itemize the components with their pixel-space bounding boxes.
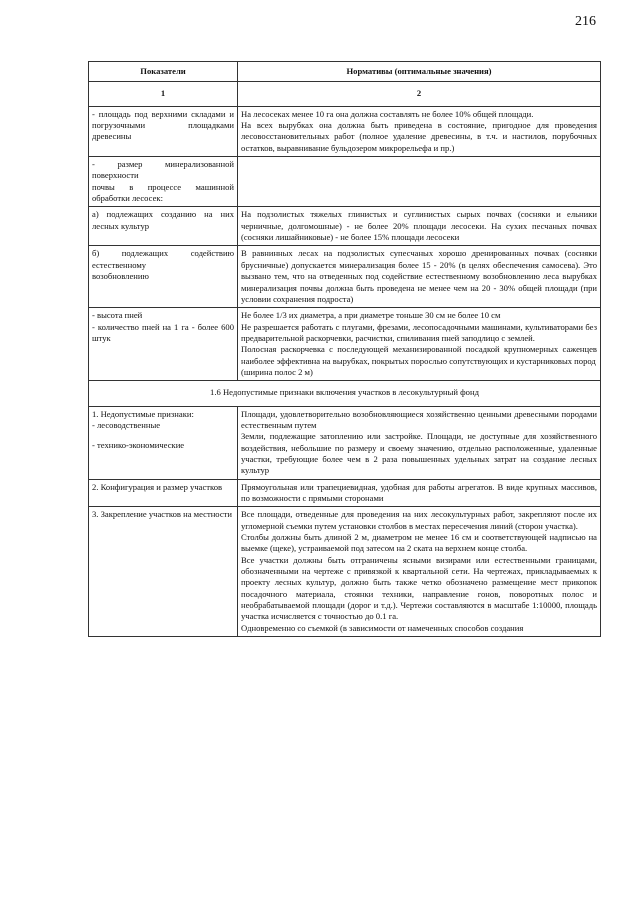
- cell-text: - площадь под верхними складами и погрузочными площадками древесины: [92, 108, 234, 142]
- norm-cell: [238, 507, 601, 637]
- indicator-cell: [89, 106, 238, 156]
- cell-text: - количество пней на 1 га - более 600 штук: [92, 321, 234, 343]
- table-row: [89, 308, 601, 381]
- section-row: [89, 381, 601, 406]
- cell-text: возобновлению: [92, 271, 149, 282]
- cell-text: - лесоводственные: [92, 419, 161, 430]
- cell-text: 1. Недопустимые признаки:: [92, 408, 194, 419]
- indicator-cell: [89, 246, 238, 308]
- column-number-2: 2: [238, 82, 601, 106]
- cell-text: Не разрешается работать с плугами, фрезами, лесопосадочными машинами, культиваторами без предварительной раскорчевки, расчистки, спиливания пней заподлицо с землей.: [241, 321, 597, 343]
- norm-cell: [238, 479, 601, 507]
- norm-cell: [238, 406, 601, 479]
- cell-text: 3. Закрепление участков на местности: [92, 509, 232, 520]
- table-row: [89, 479, 601, 507]
- cell-text: На всех вырубках она должна быть приведена в состояние, пригодное для проведения лесовосстановительных работ (полное удаление древесины, в т.ч. и настилов, порубочных остатков, выравнивание бульдозером микрорельефа и пр.): [241, 120, 597, 153]
- column-number-row: [89, 82, 601, 106]
- header-norms: Нормативы (оптимальные значения): [238, 62, 601, 82]
- header-indicators: Показатели: [89, 62, 238, 82]
- cell-text: - технико-экономические: [92, 440, 185, 451]
- spacer: [92, 431, 234, 440]
- cell-text: - высота пней: [92, 310, 143, 321]
- cell-text: В равнинных лесах на подзолистых супесчаных хорошо дренированных почвах (сосняки брусничные) допускается минерализация более 15 - 20% (в целях обеспечения самосева). Это вызвано тем, что на отведенных под содействие естественному возобновлению леса вырубках минерализация почвы должна быть проведена не менее чем на 20 - 30% общей площади (при условии сохранения подроста): [241, 248, 597, 304]
- cell-text: Столбы должны быть длиной 2 м, диаметром не менее 16 см и соответствующей надписью на выемке (щеке), устраиваемой под затесом на 2 ската на верхнем конце столба.: [241, 532, 597, 554]
- norm-cell: [238, 246, 601, 308]
- page-number: 216: [575, 14, 596, 29]
- table-row: [89, 157, 601, 207]
- indicator-cell: [89, 507, 238, 637]
- cell-text: Одновременно со съемкой (в зависимости от намеченных способов создания: [241, 622, 524, 633]
- norm-cell: [238, 207, 601, 246]
- cell-text: Земли, подлежащие затоплению или застройке. Площади, не доступные для хозяйственного воздействия, небольшие по размеру и своему значению, отдельно расположенные, удаленные участки, требующие более чем в 2 раза повышенных удельных затрат на создание лесных культур: [241, 431, 597, 476]
- cell-text: На лесосеках менее 10 га она должна составлять не более 10% общей площади.: [241, 108, 534, 119]
- table-row: [89, 406, 601, 479]
- indicator-cell: [89, 406, 238, 479]
- indicator-cell: [89, 308, 238, 381]
- column-number-1: 1: [89, 82, 238, 106]
- cell-text: Площади, удовлетворительно возобновляющиеся хозяйственно ценными древесными породами естественным путем: [241, 408, 597, 430]
- cell-text: почвы в процессе машинной обработки лесосек:: [92, 181, 234, 204]
- cell-text: Полосная раскорчевка с последующей механизированной посадкой крупномерных саженцев наиболее эффективна на вырубках, покрытых порослью сопутствующих и кустарниковых пород: [241, 344, 597, 366]
- cell-text: Все площади, отведенные для проведения на них лесокультурных работ, закрепляют после их угломерной съемки путем установки столбов в местах пересечения линий (сторон участка).: [241, 509, 597, 531]
- indicator-cell: [89, 207, 238, 246]
- norm-cell: [238, 106, 601, 156]
- cell-text: Не более 1/3 их диаметра, а при диаметре тоньше 30 см не более 10 см: [241, 310, 501, 321]
- norms-table: [88, 61, 601, 637]
- norm-cell: [238, 308, 601, 381]
- table-row: [89, 507, 601, 637]
- section-title: 1.6 Недопустимые признаки включения участков в лесокультурный фонд: [89, 381, 601, 406]
- cell-text: б) подлежащих содействию естественному: [92, 248, 234, 270]
- cell-text: Прямоугольная или трапециевидная, удобная для работы агрегатов. В виде крупных массивов, по возможности с прямыми сторонами: [241, 481, 597, 503]
- indicator-cell: [89, 479, 238, 507]
- cell-text: На подзолистых тяжелых глинистых и суглинистых сырых почвах (сосняки и ельники черничные, долгомошные) - не более 20% площади лесосеки. На сухих песчаных почвах (сосняки лишайниковые) - не более 15% площади лесосеки: [241, 209, 597, 243]
- cell-text: а) подлежащих созданию на них лесных культур: [92, 209, 234, 231]
- table-row: [89, 207, 601, 246]
- indicator-cell: [89, 157, 238, 207]
- cell-text: 2. Конфигурация и размер участков: [92, 481, 223, 492]
- cell-text: - размер минерализованной поверхности: [92, 159, 234, 181]
- table-header-row: [89, 62, 601, 82]
- cell-text: (ширина полос 2 м): [241, 366, 313, 377]
- table-row: [89, 246, 601, 308]
- norm-cell-empty: [238, 157, 601, 207]
- table-row: [89, 106, 601, 156]
- cell-text: Все участки должны быть отграничены ясными визирами или естественными границами, обозначенными на чертеже с привязкой к квартальной сети. На чертежах, прикладываемых к проекту лесных культур, должно быть также четко обозначено размещение мест прикопок посадочного материала, стоянки техники, направление гонов, поворотных полос и необрабатываемой площади (дорог и т.д.). Чертежи составляются в масштабе 1:10000, площадь участка исчисляется с точностью до 0.1 га.: [241, 554, 597, 622]
